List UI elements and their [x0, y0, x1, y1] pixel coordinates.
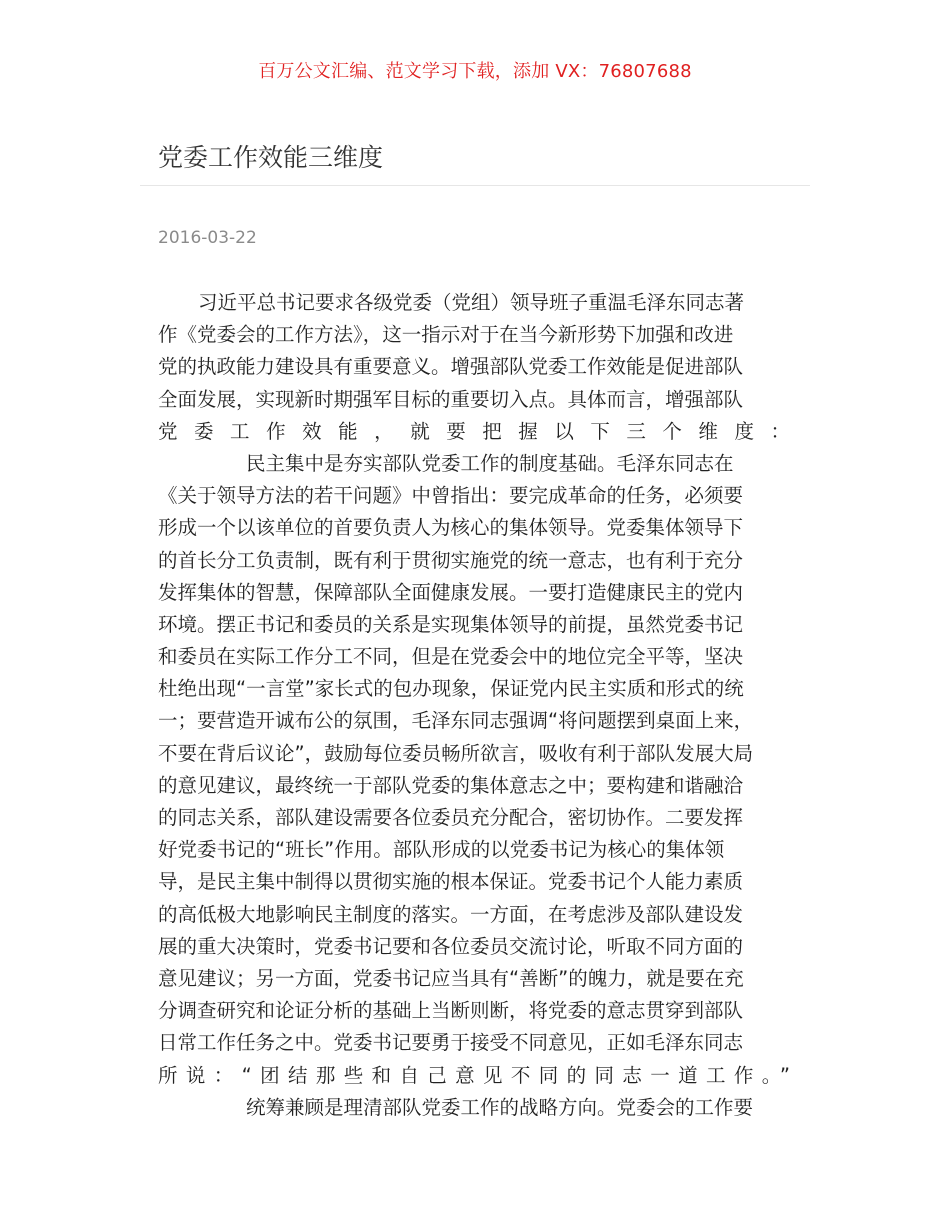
article-line: 的高低极大地影响民主制度的落实。一方面，在考虑涉及部队建设发 — [158, 902, 744, 926]
article-body — [158, 287, 790, 1124]
article-line: 不要在背后议论”，鼓励每位委员畅所欲言，吸收有利于部队发展大局 — [158, 741, 754, 765]
article-line: 的同志关系，部队建设需要各位委员充分配合，密切协作。二要发挥 — [158, 806, 744, 829]
article-line: 《关于领导方法的若干问题》中曾指出：要完成革命的任务，必须要 — [158, 484, 744, 508]
article-line: 好党委书记的“班长”作用。部队形成的以党委书记为核心的集体领 — [158, 838, 725, 862]
title-divider — [140, 185, 810, 186]
article-line: 作《党委会的工作方法》，这一指示对于在当今新形势下加强和改进 — [158, 323, 734, 347]
article-line: 民主集中是夯实部队党委工作的制度基础。毛泽东同志在 — [246, 451, 734, 475]
article-line: 意见建议；另一方面，党委书记应当具有“善断”的魄力，就是要在充 — [158, 966, 744, 990]
article-line: 发挥集体的智慧，保障部队全面健康发展。一要打造健康民主的党内 — [158, 580, 744, 604]
article-line: 形成一个以该单位的首要负责人为核心的集体领导。党委集体领导下 — [158, 516, 744, 540]
publish-date: 2016-03-22 — [158, 228, 257, 248]
promo-banner: 百万公文汇编、范文学习下载，添加 VX：76807688 — [258, 61, 692, 82]
article-line: 展的重大决策时，党委书记要和各位委员交流讨论，听取不同方面的 — [158, 934, 744, 958]
article-line: 全面发展，实现新时期强军目标的重要切入点。具体而言，增强部队 — [158, 387, 744, 411]
article-line: 杜绝出现“一言堂”家长式的包办现象，保证党内民主实质和形式的统 — [158, 677, 744, 701]
article-line: 党的执政能力建设具有重要意义。增强部队党委工作效能是促进部队 — [158, 355, 744, 379]
article-line: 习近平总书记要求各级党委（党组）领导班子重温毛泽东同志著 — [198, 291, 745, 314]
article-line: 日常工作任务之中。党委书记要勇于接受不同意见，正如毛泽东同志 — [158, 1031, 744, 1055]
article-line: 分调查研究和论证分析的基础上当断则断，将党委的意志贯穿到部队 — [158, 999, 744, 1023]
article-line: 统筹兼顾是理清部队党委工作的战略方向。党委会的工作要 — [246, 1095, 754, 1119]
article-line: 导，是民主集中制得以贯彻实施的根本保证。党委书记个人能力素质 — [158, 870, 744, 894]
article-title: 党委工作效能三维度 — [158, 143, 384, 172]
article-line: 党委工作效能，就要把握以下三个维度： — [158, 419, 790, 443]
article-line: 所说：“团结那些和自己意见不同的同志一道工作。” — [158, 1063, 790, 1087]
article-line: 一；要营造开诚布公的氛围，毛泽东同志强调“将问题摆到桌面上来， — [158, 709, 754, 733]
article-line: 和委员在实际工作分工不同，但是在党委会中的地位完全平等，坚决 — [158, 645, 744, 669]
article-line: 的意见建议，最终统一于部队党委的集体意志之中；要构建和谐融洽 — [158, 773, 744, 797]
article-line: 环境。摆正书记和委员的关系是实现集体领导的前提，虽然党委书记 — [158, 612, 744, 636]
article-line: 的首长分工负责制，既有利于贯彻实施党的统一意志，也有利于充分 — [158, 548, 744, 572]
